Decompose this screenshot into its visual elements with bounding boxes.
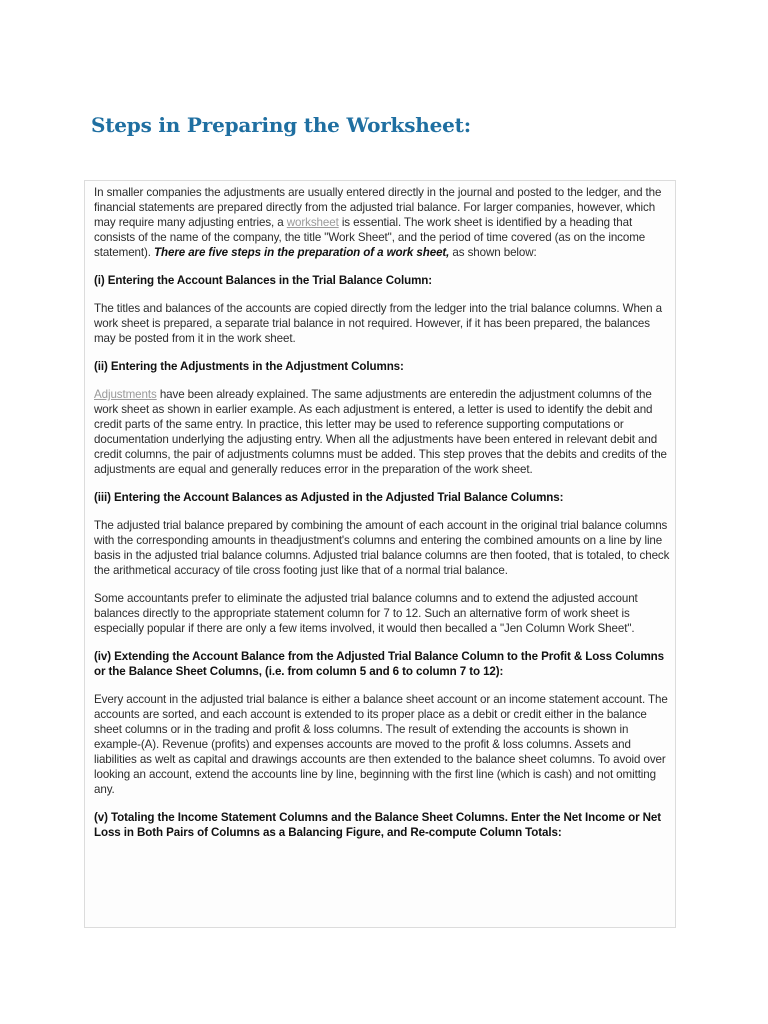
step2-heading: (ii) Entering the Adjustments in the Adjustment Columns:	[94, 360, 404, 373]
step2-paragraph	[94, 387, 674, 477]
intro-text-continued: is essential. The work sheet is identified by a heading that consists of the name of the company, the title "Work Sheet", and the period of time covered (as on the income statement).	[94, 216, 646, 259]
step4-body: Every account in the adjusted trial balance is either a balance sheet account or an income statement account. The accounts are sorted, and each account is extended to its proper place as a debit or credit either in the balance sheet columns or in the trading and profit & loss columns. The result of extending the accounts is shown in example-(A). Revenue (profits) and expenses accounts are moved to the profit & loss columns. Assets and liabilities as welt as capital and drawings accounts are then extended to the balance sheet columns. To avoid over looking an account, extend the accounts line by line, beginning with the first line (which is cash) and not omitting any.	[94, 693, 668, 796]
step3-body: The adjusted trial balance prepared by combining the amount of each account in the original trial balance columns with the corresponding amounts in theadjustment's columns and entering the combined amounts on a line by line basis in the adjusted trial balance columns. Adjusted trial balance columns are then footed, that is totaled, to check the arithmetical accuracy of tile cross footing just like that of a normal trial balance.	[94, 519, 670, 577]
step3-heading: (iii) Entering the Account Balances as Adjusted in the Adjusted Trial Balance Columns:	[94, 491, 564, 504]
step1-body: The titles and balances of the accounts are copied directly from the ledger into the trial balance columns. When a work sheet is prepared, a separate trial balance in not required. However, if it has been prepared, the balances may be posted from it in the work sheet.	[94, 302, 662, 345]
step3-body-2: Some accountants prefer to eliminate the adjusted trial balance columns and to extend the adjusted account balances directly to the appropriate statement column for 7 to 12. Such an alternative form of work sheet is especially popular if there are only a few items involved, it would then becalled a "Jen Column Work Sheet".	[94, 592, 638, 635]
intro-text-end: as shown below:	[449, 246, 537, 259]
worksheet-link[interactable]: worksheet	[286, 216, 339, 229]
article-content	[84, 180, 676, 928]
page-title: Steps in Preparing the Worksheet:	[91, 113, 471, 137]
intro-emphasis: There are five steps in the preparation of a work sheet,	[154, 246, 450, 259]
intro-paragraph	[94, 185, 674, 260]
intro-text: In smaller companies the adjustments are usually entered directly in the journal and posted to the ledger, and the financial statements are prepared directly from the adjusted trial balance. For larger companies, however, which may require many adjusting entries, a	[94, 186, 662, 229]
step2-body: have been already explained. The same adjustments are enteredin the adjustment columns of the work sheet as shown in earlier example. As each adjustment is entered, a letter is used to identify the debit and credit parts of the same entry. In practice, this letter may be used to reference supporting computations or documentation underlying the adjusting entry. When all the adjustments have been entered in relevant debit and credit columns, the pair of adjustments columns must be added. This step proves that the debits and credits of the adjustments are equal and generally reduces error in the preparation of the work sheet.	[94, 388, 667, 476]
step1-heading: (i) Entering the Account Balances in the Trial Balance Column:	[94, 274, 433, 287]
adjustments-link[interactable]: Adjustments	[94, 388, 157, 401]
step4-heading: (iv) Extending the Account Balance from the Adjusted Trial Balance Column to the Profit & Loss Columns or the Balance Sheet Columns, (i.e. from column 5 and 6 to column 7 to 12):	[94, 650, 664, 678]
step5-heading: (v) Totaling the Income Statement Columns and the Balance Sheet Columns. Enter the Net Income or Net Loss in Both Pairs of Columns as a Balancing Figure, and Re-compute Column Totals:	[94, 811, 661, 839]
